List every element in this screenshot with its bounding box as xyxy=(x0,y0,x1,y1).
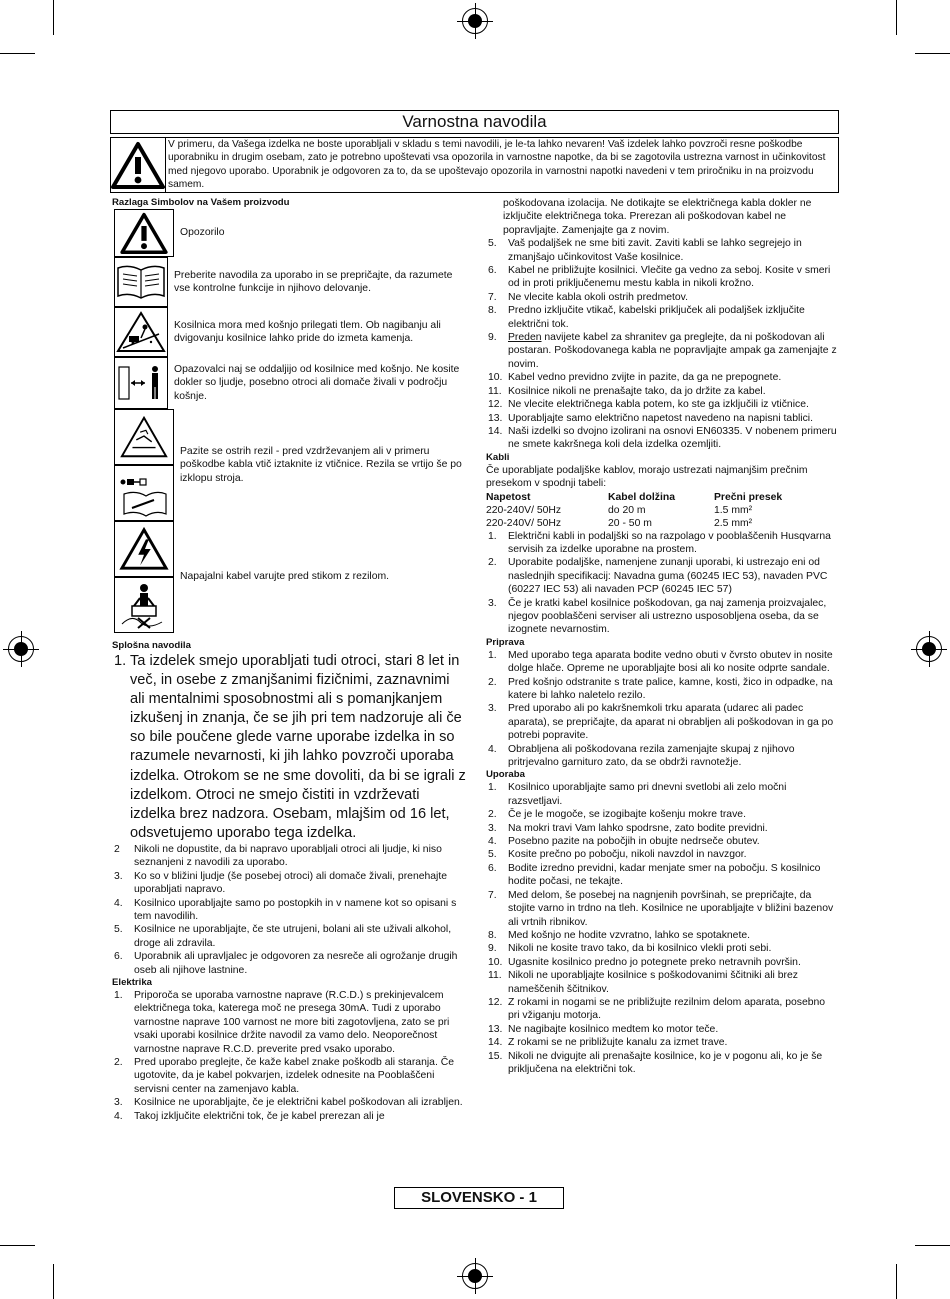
list-item xyxy=(486,331,838,371)
item-number: 7. xyxy=(488,889,497,901)
item-number: 1. xyxy=(488,530,497,542)
item-text: Ne vlecite električnega kabla potem, ko ste ga izključili iz vtičnice. xyxy=(508,399,809,411)
item-number: 11. xyxy=(488,970,502,982)
table-cell: 220-240V/ 50Hz xyxy=(486,517,562,529)
item-text: Predno izključite vtikač, kabelski priključek ali podaljšek izključite električni tok. xyxy=(508,305,805,330)
item-text: Pred uporabo ali po kakršnemkoli trku aparata (udarec ali padec aparata), se prepričajte, da aparat ni obrabljen ali poškodovan in ga po potrebi popravite. xyxy=(508,703,834,742)
registration-mark-icon xyxy=(916,636,942,662)
item-number: 4. xyxy=(114,1110,123,1122)
symbol-icon-cell xyxy=(114,465,174,521)
item-text: Uporabnik ali upravljalec je odgovoren za nesreče ali ogrožanje drugih oseb ali njihove lastnine. xyxy=(134,951,458,976)
symbol-icon-cell xyxy=(114,357,168,409)
sharp-blades-icon xyxy=(119,414,169,460)
list-item xyxy=(486,862,838,889)
item-number: 1. xyxy=(488,782,497,794)
symbol-icon-cell xyxy=(114,409,174,465)
list-item xyxy=(112,950,467,977)
item-number: 5. xyxy=(114,924,123,936)
symbol-icon-cell xyxy=(114,521,174,577)
symbol-row xyxy=(112,521,467,633)
item-text: Pred košnjo odstranite s trate palice, kamne, kosti, žico in odpadke, na katere bi lahko naletelo rezilo. xyxy=(508,676,833,701)
page-title: Varnostna navodila xyxy=(110,110,839,134)
item-text: Kosilnico uporabljajte samo po postopkih in v namene kot so opisani s tem navodilih. xyxy=(134,897,457,922)
symbol-text: Opozorilo xyxy=(180,227,225,239)
item-number: 3. xyxy=(114,870,123,882)
list-item xyxy=(486,781,838,808)
item-text: Kosilnice nikoli ne prenašajte tako, da jo držite za kabel. xyxy=(508,385,766,397)
cables-heading: Kabli xyxy=(486,451,510,463)
item-text: Med košnjo ne hodite vzvratno, lahko se spotaknete. xyxy=(508,929,751,941)
item-number: 3. xyxy=(488,597,497,609)
item-text: Bodite izredno previdni, kadar menjate smer na pobočju. S kosilnico hodite počasi, ne tekajte. xyxy=(508,862,821,888)
list-item xyxy=(486,425,838,452)
item-number: 5. xyxy=(488,238,497,250)
symbol-icon-cell xyxy=(114,257,168,307)
cables-intro: Če uporabljate podaljške kablov, morajo ustrezati najmanjšim prečnim presekom v spodnji tabeli: xyxy=(486,464,808,490)
registration-mark-icon xyxy=(462,1263,488,1289)
item-text: Nikoli ne dopustite, da bi napravo uporabljali otroci ali ljudje, ki niso seznanjeni z navodili za uporabo. xyxy=(134,843,442,869)
list-item xyxy=(486,304,838,331)
item-text: Takoj izključite električni tok, če je kabel prerezan ali je xyxy=(134,1110,385,1122)
item-number: 9. xyxy=(488,943,497,955)
item-text: Ta izdelek smejo uporabljati tudi otroci, stari 8 let in več, in osebe z zmanjšanimi fizičnimi, zaznavnimi ali mentalnimi sposobnostmi ali s pomanjkanjem izkušenj in znanja, če se jih pri tem nadzoruje ali če so bile poučene glede varne uporabe izdelka in so razumele nevarnosti, ki jih lahko povzroči uporaba izdelka. Otrokom se ne sme dovoliti, da bi se igrali z izdelkom. Otroci ne smejo čistiti in vzdrževati izdelka brez nadzora. Osebam, mlajšim od 16 let, odsvetujemo uporabo tega izdelka. xyxy=(130,653,466,841)
item-text: Kosite prečno po pobočju, nikoli navzdol in navzgor. xyxy=(508,849,747,861)
list-item xyxy=(112,1110,467,1123)
page-footer: SLOVENSKO - 1 xyxy=(394,1187,564,1209)
item-text: Nikoli ne dvigujte ali prenašajte kosilnice, ko je v pogonu ali, ko je še priključena na električni tok. xyxy=(508,1050,823,1075)
symbol-row xyxy=(112,257,467,307)
symbol-row xyxy=(112,209,467,257)
crop-mark xyxy=(0,1245,35,1246)
item-number: 3. xyxy=(488,703,497,715)
slope-mowing-icon xyxy=(115,310,167,354)
item-text: Na mokri travi Vam lahko spodrsne, zato bodite previdni. xyxy=(508,822,768,834)
item-number: 12. xyxy=(488,996,503,1008)
item-text: Če je kratki kabel kosilnice poškodovan, ga naj zamenja proizvajalec, njegov pooblaščeni serviser ali ustrezno usposobljena oseba, da se izognete nevarnostim. xyxy=(508,597,827,636)
table-cell: 20 - 50 m xyxy=(608,517,652,529)
item-text: Ne vlecite kabla okoli ostrih predmetov. xyxy=(508,291,688,303)
item-text: Med delom, še posebej na nagnjenih površinah, se prepričajte, da stojite varno in trdno na tleh. Kosilnice ne uporabljajte v bližini bazenov ali vrtnih ribnikov. xyxy=(508,889,834,928)
symbols-heading: Razlaga Simbolov na Vašem proizvodu xyxy=(112,197,290,208)
electrical-list xyxy=(112,989,467,1123)
symbol-icon-stack xyxy=(114,409,174,521)
item-number: 1. xyxy=(488,649,497,661)
bystander-distance-icon xyxy=(115,361,167,405)
item-number: 5. xyxy=(488,849,497,861)
item-number: 10. xyxy=(488,372,503,384)
item-text: Uporabite podaljške, namenjene zunanji uporabi, ki ustrezajo eni od naslednjih specifikacij: Navadna guma (60245 IEC 53), navaden PVC (60227 IEC 53) ali navaden PCP (60245 IEC 57) xyxy=(508,557,828,596)
list-item xyxy=(486,743,838,770)
table-header: Prečni presek xyxy=(714,491,783,503)
list-item xyxy=(486,822,838,835)
symbol-text: Napajalni kabel varujte pred stikom z rezilom. xyxy=(180,571,390,583)
item-number: 6. xyxy=(488,265,497,277)
item-number: 10. xyxy=(488,956,503,968)
list-item xyxy=(112,870,467,897)
item-number: 11. xyxy=(488,385,502,397)
underlined-word: Preden xyxy=(508,332,542,344)
item-number: 2 xyxy=(114,843,120,855)
item-text: Električni kabli in podaljški so na razpolago v pooblaščenih Husqvarna servisih za izdelke uporabne na prostem. xyxy=(508,530,831,555)
item-text: Z rokami in nogami se ne približujte rezilnim delom aparata, posebno pri vžiganju motorja. xyxy=(508,996,826,1022)
warning-triangle-icon xyxy=(119,212,169,254)
item-text xyxy=(508,331,838,371)
item-text: Posebno pazite na pobočjih in obujte nedrseče obutev. xyxy=(508,836,760,848)
list-item xyxy=(486,702,838,742)
item-number: 14. xyxy=(488,425,503,437)
list-item xyxy=(486,371,838,384)
item-text: Med uporabo tega aparata bodite vedno obuti v čvrsto obutev in nosite dolge hlače. Opreme ne uporabljajte bosi ali ko nosite odprte sandale. xyxy=(508,649,833,675)
list-item xyxy=(486,412,838,425)
list-item xyxy=(486,291,838,304)
item-text: Naši izdelki so dvojno izolirani na osnovi EN60335. V nobenem primeru ne smete kakršnega koli dela izdelka ozemljiti. xyxy=(508,425,837,451)
registration-mark-icon xyxy=(462,8,488,34)
item-number: 2. xyxy=(488,557,497,569)
table-cell: 2.5 mm² xyxy=(714,517,753,529)
right-column xyxy=(486,197,838,1076)
general-heading: Splošna navodila xyxy=(112,640,191,651)
item-text: Nikoli ne kosite travo tako, da bi kosilnico vlekli proti sebi. xyxy=(508,943,772,955)
unplug-manual-icon xyxy=(118,468,170,518)
list-item xyxy=(486,889,838,929)
symbol-icon-stack xyxy=(114,521,174,633)
list-item xyxy=(486,969,838,996)
symbol-row xyxy=(112,307,467,357)
general-big-list xyxy=(112,652,467,843)
list-item xyxy=(112,652,467,843)
item-number: 8. xyxy=(488,929,497,941)
item-number: 8. xyxy=(488,305,497,317)
symbol-text: Kosilnica mora med košnjo prilegati tlem. Ob nagibanju ali dvigovanju kosilnice lahko pride do izmeta kamenja. xyxy=(174,319,441,344)
cable-blade-icon xyxy=(118,580,170,630)
list-item xyxy=(486,1036,838,1049)
item-text: Ko so v bližini ljudje (še posebej otroci) ali domače živali, prenehajte uporabljati napravo. xyxy=(134,870,448,896)
list-item xyxy=(486,264,838,291)
table-header: Kabel dolžina xyxy=(608,491,675,503)
symbol-icon-cell xyxy=(114,577,174,633)
item-number: 6. xyxy=(114,951,123,963)
item-number: 1. xyxy=(114,653,127,669)
symbol-row xyxy=(112,357,467,409)
item-number: 3. xyxy=(488,822,497,834)
crop-mark xyxy=(915,1245,950,1246)
item-number: 7. xyxy=(488,291,497,303)
item-number: 13. xyxy=(488,412,503,424)
list-item xyxy=(486,530,838,557)
intro-warning-icon-cell xyxy=(111,138,166,192)
open-book-icon xyxy=(115,262,167,302)
list-item xyxy=(486,848,838,861)
symbol-row xyxy=(112,409,467,521)
item-number: 9. xyxy=(488,332,497,344)
cables-list xyxy=(486,530,838,637)
item-text: Priporoča se uporaba varnostne naprave (R.C.D.) s prekinjevalcem električnega toka, katerega moč ne presega 30mA. Tudi z uporabo varnostne naprave 100 varnost ne more biti zagotovljena, zato se pri vsaki uporabi kosilnice držite navodil za vamo delo. Neoporečnost varnostne naprave R.C.D. preverite pred vsako uporabo. xyxy=(134,990,450,1055)
item-number: 2. xyxy=(488,809,497,821)
list-item xyxy=(486,808,838,821)
electrical-heading: Elektrika xyxy=(112,977,153,988)
general-list xyxy=(112,843,467,977)
item-number: 2. xyxy=(488,676,497,688)
item-number: 15. xyxy=(488,1050,503,1062)
registration-mark-icon xyxy=(8,636,34,662)
list-item xyxy=(486,956,838,969)
list-item xyxy=(112,843,467,870)
symbol-text: Pazite se ostrih rezil - pred vzdrževanjem ali v primeru poškodbe kabla vtič iztaknite iz vtičnice. Rezila se vrtijo še po izklopu stroja. xyxy=(180,445,462,484)
list-item xyxy=(486,835,838,848)
warning-triangle-icon xyxy=(111,141,165,189)
list-item xyxy=(486,597,838,637)
symbol-icon-cell xyxy=(114,209,174,257)
list-item xyxy=(486,398,838,411)
use-heading: Uporaba xyxy=(486,769,525,781)
item-text: Pred uporabo preglejte, če kaže kabel znake poškodb ali staranja. Če ugotovite, da je kabel pokvarjen, izdelek odnesite na Pooblaščeni servisni center na zamenjavo kabla. xyxy=(134,1057,454,1095)
list-item xyxy=(486,385,838,398)
list-item xyxy=(486,942,838,955)
crop-mark xyxy=(896,1264,897,1299)
symbol-icon-cell xyxy=(114,307,168,357)
list-item xyxy=(486,649,838,676)
list-item xyxy=(112,897,467,924)
list-item xyxy=(112,1056,467,1096)
prep-heading: Priprava xyxy=(486,636,525,648)
crop-mark xyxy=(53,0,54,35)
item-number: 2. xyxy=(114,1057,123,1069)
left-column xyxy=(112,197,467,1123)
item-text: Ne nagibajte kosilnico medtem ko motor teče. xyxy=(508,1023,719,1035)
item-text: Kabel vedno previdno zvijte in pazite, da ga ne prepognete. xyxy=(508,372,782,384)
item-number: 14. xyxy=(488,1037,503,1049)
intro-warning-box xyxy=(110,137,839,193)
list-item xyxy=(112,1096,467,1109)
list-item xyxy=(486,929,838,942)
list-item xyxy=(486,676,838,703)
item-text: Uporabljajte samo električno napetost navedeno na napisni tablici. xyxy=(508,412,813,424)
symbol-text: Opazovalci naj se oddaljijo od kosilnice med košnjo. Ne kosite dokler so ljudje, posebno otroci ali domače živali v področju košnje. xyxy=(174,363,460,402)
item-text: Če je le mogoče, se izogibajte košenju mokre trave. xyxy=(508,809,746,821)
list-item xyxy=(486,1023,838,1036)
table-header: Napetost xyxy=(486,491,531,503)
crop-mark xyxy=(0,53,35,54)
item-text: Kabel ne približujte kosilnici. Vlečite ga vedno za seboj. Kosite v smeri od in proti priključenemu mestu kabla in nikoli krožno. xyxy=(508,265,831,290)
use-list xyxy=(486,781,838,1076)
continuation-text: poškodovana izolacija. Ne dotikajte se električnega kabla dokler ne izključite električnega toka. Prerezan ali poškodovan kabel ne popravljajte. Zamenjajte ga z novim. xyxy=(503,198,812,236)
list-item xyxy=(112,923,467,950)
crop-mark xyxy=(896,0,897,35)
item-number: 3. xyxy=(114,1097,123,1109)
item-text: Obrabljena ali poškodovana rezila zamenjajte skupaj z njihovo pritrjevalno garnituro zato, da se obdrži ravnotežje. xyxy=(508,743,795,769)
item-number: 4. xyxy=(488,836,497,848)
crop-mark xyxy=(53,1264,54,1299)
intro-text: V primeru, da Vašega izdelka ne boste uporabljali v skladu s temi navodili, je le-ta lahko nevaren! Vaš izdelek lahko povzroči resne poškodbe uporabniku in drugim osebam, zato je potrebno upoštevati vsa opozorila in varnostne napotke, da bi se zagotovila ustrezna varnost in učinkovitost med njegovo uporabo. Uporabnik je odgovoren za to, da se upoštevajo opozorila in varnostni napotki navedeni v tem priročniku in na proizvodu samem. xyxy=(168,139,826,191)
item-text: Vaš podaljšek ne sme biti zavit. Zaviti kabli se lahko segrejejo in zmanjšajo učinkovitost Vaše kosilnice. xyxy=(508,238,802,263)
table-cell: 220-240V/ 50Hz xyxy=(486,504,562,516)
item-number: 13. xyxy=(488,1023,503,1035)
prep-list xyxy=(486,649,838,770)
item-number: 1. xyxy=(114,990,123,1001)
item-text: Nikoli ne uporabljajte kosilnice s poškodovanimi ščitniki ali brez nameščenih ščitnikov. xyxy=(508,970,798,995)
item-text: Z rokami se ne približujte kanalu za izmet trave. xyxy=(508,1037,728,1049)
list-item xyxy=(486,237,838,264)
item-text: Ugasnite kosilnico predno jo potegnete preko netravnih površin. xyxy=(508,956,801,968)
electrical-list-continued xyxy=(486,237,838,452)
list-item xyxy=(486,556,838,596)
item-text: Kosilnice ne uporabljajte, če ste utrujeni, bolani ali ste uživali alkohol, droge ali zdravila. xyxy=(134,924,452,949)
crop-mark xyxy=(915,53,950,54)
item-number: 6. xyxy=(488,862,497,874)
item-number: 4. xyxy=(114,897,123,909)
table-cell: do 20 m xyxy=(608,504,646,516)
list-item xyxy=(486,996,838,1023)
symbol-text: Preberite navodila za uporabo in se prepričajte, da razumete vse kontrolne funkcije in njihovo delovanje. xyxy=(174,269,453,294)
list-item xyxy=(486,1050,838,1077)
item-text-rest: navijete kabel za shranitev ga preglejte, da ni poškodovan ali postaran. Poškodovanega kabla ne popravljajte ampak ga zamenjajte z novim. xyxy=(508,332,837,370)
list-item xyxy=(112,989,467,1056)
table-cell: 1.5 mm² xyxy=(714,504,753,516)
item-number: 12. xyxy=(488,399,503,411)
item-text: Kosilnico uporabljajte samo pri dnevni svetlobi ali zelo močni razsvetljavi. xyxy=(508,782,787,807)
item-text: Kosilnice ne uporabljajte, če je električni kabel poškodovan ali izrabljen. xyxy=(134,1097,463,1109)
cable-table xyxy=(486,491,838,530)
electric-shock-icon xyxy=(119,526,169,572)
item-number: 4. xyxy=(488,743,497,755)
